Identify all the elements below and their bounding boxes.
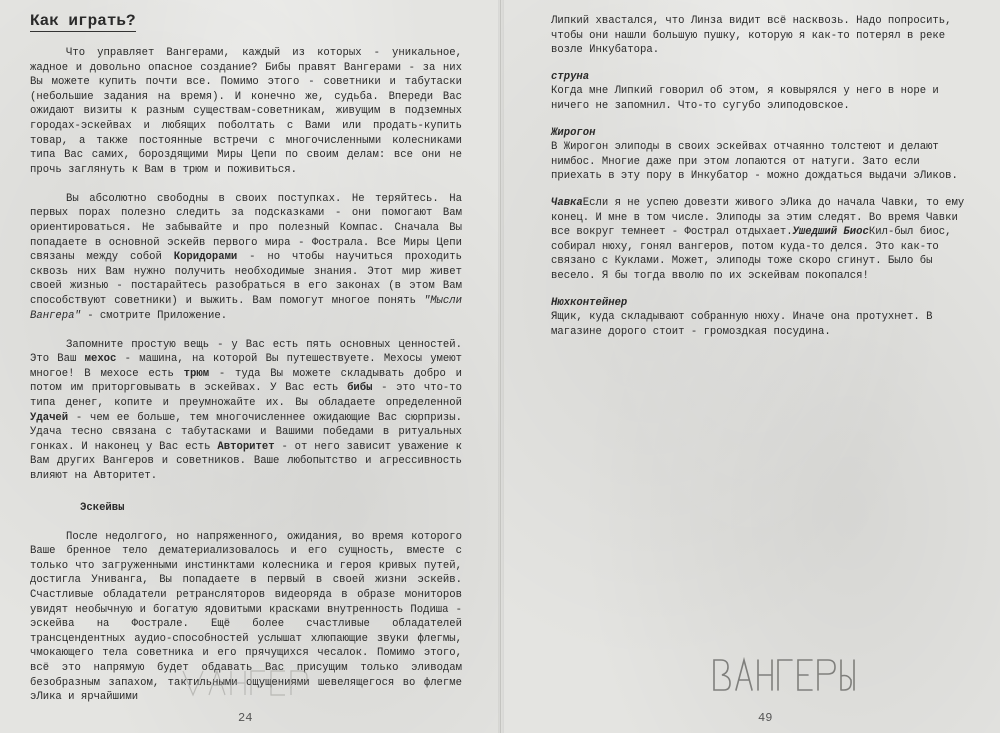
paragraph-intro: Что управляет Вангерами, каждый из которых - уникальное, жадное и довольно опасное создание? Бибы правят Вангерами - за них Вы можете купить почти все. Помимо этого - советники и табутаски (небольшие задания на время). И конечно же, судьба. Впереди Вас ожидают визиты к разным существам-советникам, живущим в подземных городах-эскейвах и любящих поболтать с Вами или продать-купить товар, а также постоянные встречи с многочисленными колесниками типа Вас самих, бороздящими Миры Цепи по своим делам: все они не прочь заглянуть к Вам в трюм и поживиться. bbox=[30, 47, 462, 176]
subheading-escaves: Эскейвы bbox=[80, 501, 125, 514]
term-authority: Авторитет bbox=[217, 440, 275, 453]
text-span: - смотрите Приложение. bbox=[80, 309, 228, 322]
text-span: - это что-то типа денег, копите и преумножайте их. Вы обладаете определенной bbox=[30, 382, 462, 410]
term-trunk: трюм bbox=[183, 367, 210, 380]
text-span: Если я не успею довезти живого эЛика до начала Чавки, то ему конец. И мне в том числе. Элиподы за этим следят. Во время Чавки все вокруг темнеет - Фострал отдыхает. bbox=[551, 196, 965, 239]
text-span: - туда Вы можете складывать добро и потом им приторговывать в эскейвах. У Вас есть bbox=[30, 367, 462, 395]
book-fold bbox=[498, 0, 504, 733]
glossary-entry-zhirogon bbox=[551, 126, 970, 184]
entry-body bbox=[551, 196, 970, 284]
paragraph-intro-right: Липкий хвастался, что Линза видит всё насквозь. Надо попросить, чтобы они нашли большую пушку, которую я как-то потерял в реке возле Инкубатора. bbox=[551, 15, 952, 57]
text-span: Запомните простую вещь - у Вас есть пять основных ценностей. Это Ваш bbox=[30, 338, 462, 366]
text-span: - машина, на которой Вы путешествуете. Мехосы умеют многое! В мехосе есть bbox=[30, 353, 462, 380]
vangers-logo bbox=[708, 650, 858, 698]
text-span: - чем ее больше, тем многочисленнее ожидающие Вас сюрпризы. Удача тесно связана с табутасками и Вашими победами в ритуальных гонках. И наконец у Вас есть bbox=[30, 411, 462, 453]
entry-title: Жирогон bbox=[551, 126, 596, 139]
entry-body: Когда мне Липкий говорил об этом, я ковырялся у него в норе и ничего не запомнил. Что-то сугубо элиподовское. bbox=[551, 85, 939, 112]
paragraph-freedom bbox=[30, 192, 462, 323]
entry-title-inline: Ушедший Биос bbox=[792, 226, 869, 239]
paragraph-escaves: После недолгого, но напряженного, ожидания, во время которого Ваше бренное тело дематериализовалось и его сущность, вместе с только что загруженными инстинктами колесника и героя кривых путей, достигла Униванга, Вы попадаете в первый в своей жизни эскейв. Счастливые обладатели ретрансляторов видеоряда в образе мониторов увидят необычную и богатую ядовитыми красками внутренность Подиша - эскейва на Фострале. Ещё более счастливые обладателей трансцендентных аудио-способностей услышат хлюпающие звуки флегмы, чмокающего тела советника и его прячущихся чесалок. Помимо этого, всё это напрямую будет обдавать Вас присущим только эливодам безобразным запахом, тактильными ощущениями шевелящегося во флегме эЛика и ярчайшими bbox=[30, 530, 462, 704]
entry-title: струна bbox=[551, 70, 590, 83]
glossary-entry-container bbox=[551, 296, 970, 340]
text-span: - но чтобы научиться проходить сквозь них Вам нужно получить необходимые знания. Этот мир живет своей жизнью - постарайтесь разобраться в его законах (в этом Вам способствуют советники) и выжить. Вам помогут многое понять bbox=[30, 251, 462, 307]
term-corridors: Коридорами bbox=[173, 251, 238, 264]
page-number-left: 24 bbox=[238, 711, 253, 725]
entry-title: Чавка bbox=[551, 196, 583, 209]
glossary-entry-string bbox=[551, 70, 970, 114]
term-beebs: бибы bbox=[347, 382, 373, 395]
entry-title: Нюхконтейнер bbox=[551, 296, 628, 309]
term-luck: Удачей bbox=[30, 411, 69, 424]
glossary-entry-chavka bbox=[551, 196, 970, 284]
paragraph-values bbox=[30, 338, 462, 484]
term-thoughts: "Мысли Вангера" bbox=[30, 295, 462, 322]
right-page bbox=[500, 0, 1000, 733]
text-span: Кил-был биос, собирал нюху, гонял вангеров, потом куда-то делся. Это как-то связано с Куклами. Может, элиподы тоже скоро сгинут. Было бы весело. Я бы тогда вволю по их эскейвам покопался! bbox=[551, 226, 952, 282]
vangers-logo-faint bbox=[175, 663, 315, 703]
text-span: - от него зависит уважение к Вам других Вангеров и советников. Ваше любопытство и агрессивность влияют на Авторитет. bbox=[30, 440, 462, 483]
text-span: Вы абсолютно свободны в своих поступках. Не теряйтесь. На первых порах полезно следить за подсказками - они помогают Вам ориентироваться. Не забывайте и про полезный Компас. Сначала Вы попадаете в основной эскейв первого мира - Фострала. Все Миры Цепи связаны между собой bbox=[30, 192, 462, 264]
entry-body: Ящик, куда складывают собранную нюху. Иначе она протухнет. В магазине дорого стоит - громоздкая посудина. bbox=[551, 311, 933, 338]
page-heading: Как играть? bbox=[30, 12, 136, 30]
entry-body: В Жирогон элиподы в своих эскейвах отчаянно толстеют и делают нимбос. Многие даже при этом лопаются от натуги. Зато если приехать в эту пору в Инкубатор - можно дождаться выдачи эЛиков. bbox=[551, 141, 958, 183]
page-number-right: 49 bbox=[758, 711, 773, 725]
term-mechos: мехос bbox=[84, 353, 117, 366]
